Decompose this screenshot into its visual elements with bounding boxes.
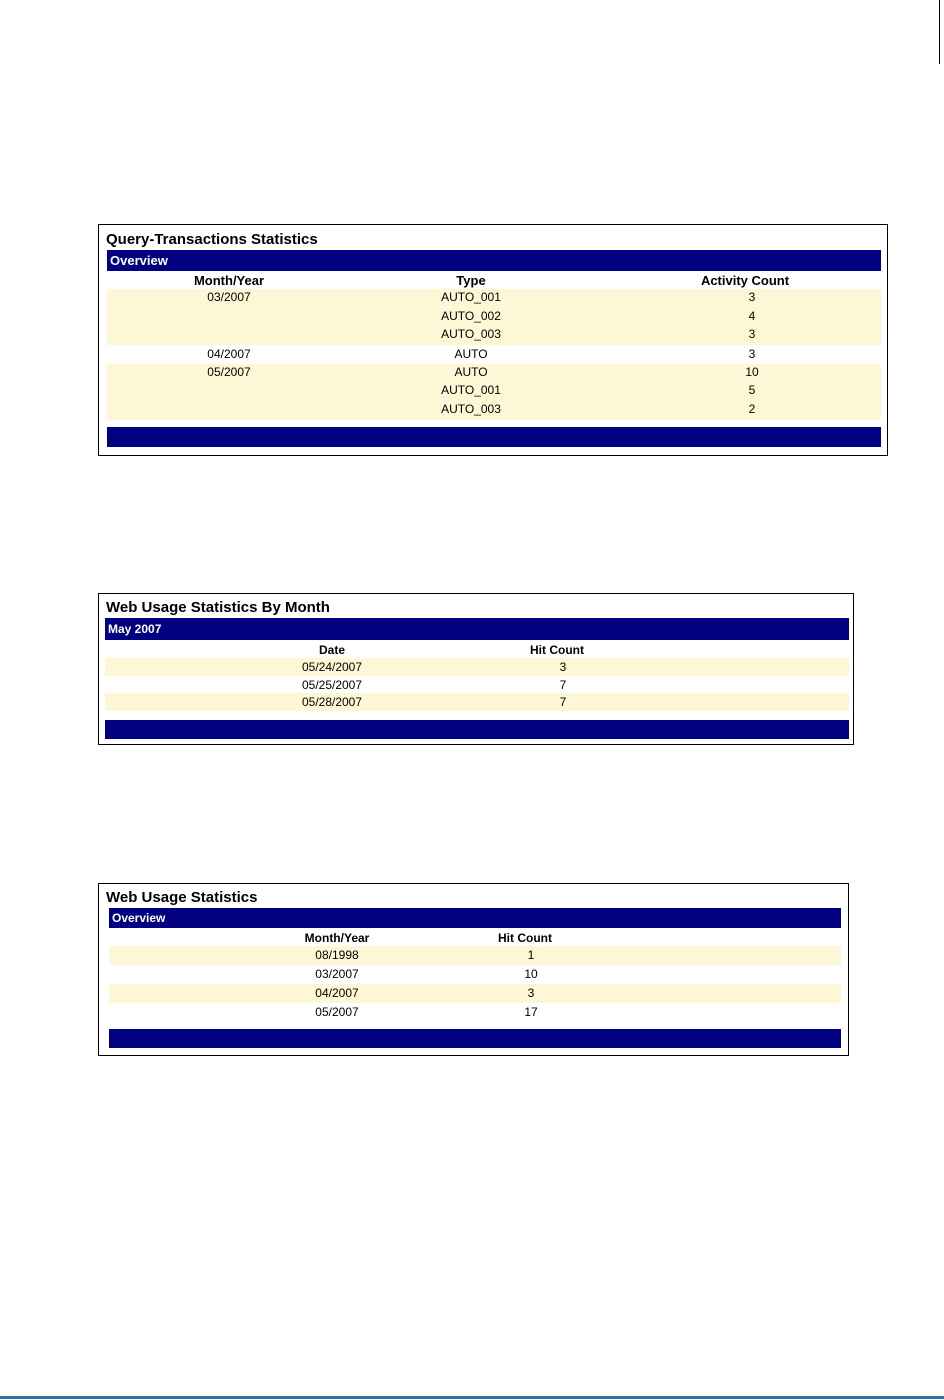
panel-title: Web Usage Statistics By Month bbox=[106, 599, 330, 616]
type-cell: AUTO bbox=[454, 347, 488, 361]
column-header-hit-count: Hit Count bbox=[530, 643, 584, 657]
column-header-hit-count: Hit Count bbox=[498, 931, 552, 945]
count-cell: 2 bbox=[748, 402, 756, 416]
column-header-month-year: Month/Year bbox=[193, 273, 265, 288]
panel-title: Query-Transactions Statistics bbox=[106, 231, 318, 248]
table-row bbox=[109, 1003, 841, 1022]
query-transactions-panel bbox=[98, 224, 888, 456]
page-edge-line bbox=[939, 0, 940, 64]
table-header bbox=[107, 273, 881, 289]
type-cell: AUTO_001 bbox=[441, 290, 501, 304]
month-cell: 08/1998 bbox=[315, 948, 359, 962]
table-header bbox=[105, 642, 849, 658]
count-cell: 5 bbox=[748, 383, 756, 397]
table-row bbox=[105, 693, 849, 711]
page-bottom-rule bbox=[0, 1396, 944, 1399]
hits-cell: 3 bbox=[559, 660, 567, 674]
hits-cell: 7 bbox=[559, 678, 567, 692]
table-header bbox=[109, 930, 841, 946]
table-row bbox=[107, 400, 881, 418]
count-cell: 10 bbox=[745, 365, 759, 379]
table-row bbox=[109, 984, 841, 1003]
month-cell: 05/2007 bbox=[207, 365, 251, 379]
column-header-type: Type bbox=[456, 273, 486, 288]
web-usage-panel bbox=[98, 883, 849, 1056]
type-cell: AUTO_003 bbox=[441, 402, 501, 416]
table-row bbox=[107, 345, 881, 363]
count-cell: 4 bbox=[748, 309, 756, 323]
month-band: May 2007 bbox=[105, 618, 849, 640]
type-cell: AUTO_001 bbox=[441, 383, 501, 397]
hits-cell: 3 bbox=[527, 986, 535, 1000]
footer-band bbox=[107, 427, 881, 447]
count-cell: 3 bbox=[748, 347, 756, 361]
table-row bbox=[105, 658, 849, 676]
hits-cell: 17 bbox=[524, 1005, 538, 1019]
month-cell: 04/2007 bbox=[315, 986, 359, 1000]
date-cell: 05/25/2007 bbox=[301, 678, 363, 692]
footer-band bbox=[109, 1029, 841, 1048]
month-cell: 04/2007 bbox=[207, 347, 251, 361]
type-cell: AUTO_002 bbox=[441, 309, 501, 323]
month-cell: 05/2007 bbox=[315, 1005, 359, 1019]
panel-title: Web Usage Statistics bbox=[106, 889, 258, 906]
table-row bbox=[107, 381, 881, 399]
table-row bbox=[109, 965, 841, 984]
date-cell: 05/24/2007 bbox=[301, 660, 363, 674]
table-row bbox=[105, 676, 849, 694]
date-cell: 05/28/2007 bbox=[301, 695, 363, 709]
hits-cell: 10 bbox=[524, 967, 538, 981]
table-row bbox=[107, 307, 881, 325]
type-cell: AUTO_003 bbox=[441, 327, 501, 341]
footer-band bbox=[105, 720, 849, 739]
column-header-month-year: Month/Year bbox=[304, 931, 370, 945]
overview-band: Overview bbox=[107, 250, 881, 271]
hits-cell: 7 bbox=[559, 695, 567, 709]
overview-band: Overview bbox=[109, 908, 841, 928]
count-cell: 3 bbox=[748, 290, 756, 304]
table-row bbox=[109, 946, 841, 965]
table-row bbox=[107, 325, 881, 343]
type-cell: AUTO bbox=[454, 365, 488, 379]
count-cell: 3 bbox=[748, 327, 756, 341]
table-row bbox=[107, 363, 881, 381]
month-cell: 03/2007 bbox=[315, 967, 359, 981]
column-header-date: Date bbox=[318, 643, 346, 657]
web-usage-by-month-panel bbox=[98, 593, 854, 745]
hits-cell: 1 bbox=[527, 948, 535, 962]
month-cell: 03/2007 bbox=[207, 290, 251, 304]
table-row bbox=[107, 288, 881, 306]
column-header-activity-count: Activity Count bbox=[700, 273, 790, 288]
